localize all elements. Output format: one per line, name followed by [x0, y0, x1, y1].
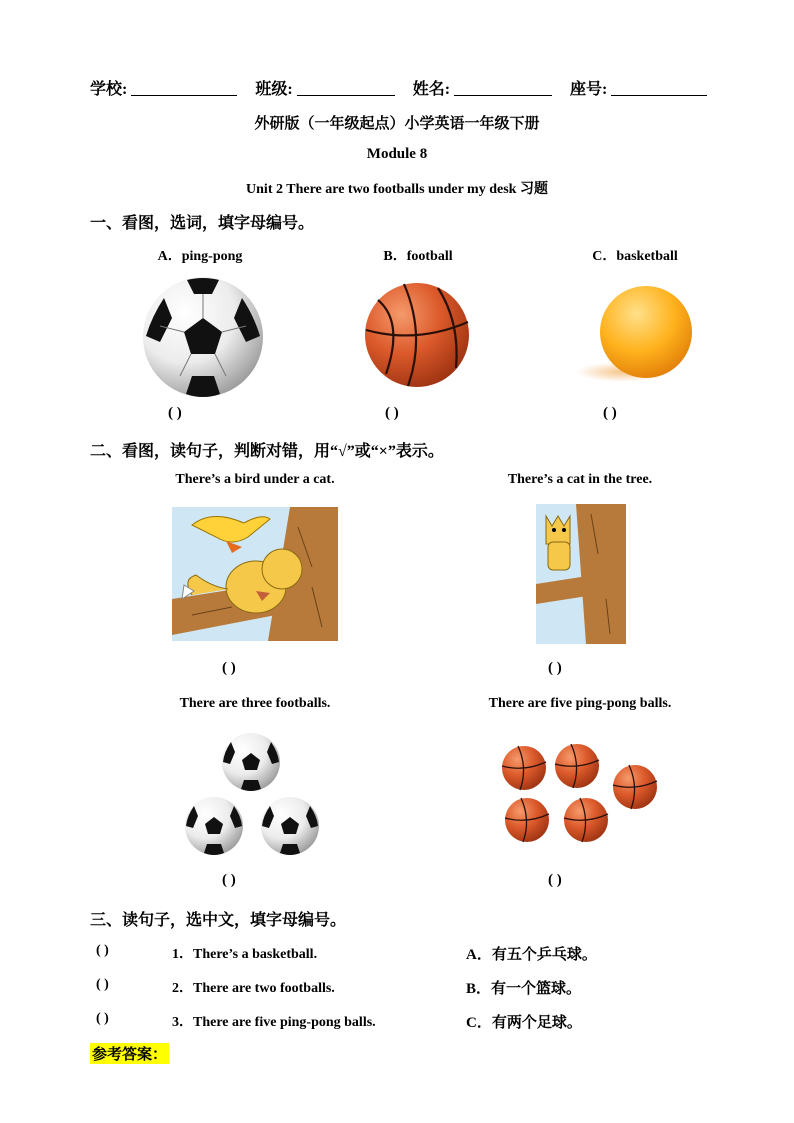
sentence-2: There’s a cat in the tree.	[507, 472, 653, 487]
option-c: C．basketball	[592, 249, 678, 264]
school-field	[90, 76, 237, 99]
question-1-blank[interactable]: ( )	[96, 943, 109, 958]
name-blank[interactable]	[454, 81, 552, 96]
answer-blank-5[interactable]: ( )	[548, 660, 562, 676]
name-field	[413, 76, 552, 99]
answer-blank-3[interactable]: ( )	[603, 405, 617, 421]
answer-key-label: 参考答案：	[90, 1043, 169, 1064]
choice-c: C．有两个足球。	[466, 1015, 582, 1031]
class-field	[255, 76, 394, 99]
answer-blank-6[interactable]: ( )	[222, 872, 236, 888]
name-label: 姓名:	[412, 81, 451, 98]
sentence-4: There are five ping-pong balls.	[488, 696, 672, 711]
cat-tree-picture	[536, 504, 626, 644]
class-blank[interactable]	[297, 81, 395, 96]
seat-label: 座号:	[570, 81, 608, 98]
football-top	[222, 733, 280, 791]
answer-blank-7[interactable]: ( )	[548, 872, 562, 888]
football-left	[185, 797, 243, 855]
question-2-text: 2．There are two footballs.	[172, 981, 335, 996]
bird-cat-picture	[172, 507, 338, 641]
seat-blank[interactable]	[611, 81, 707, 96]
sentence-1: There’s a bird under a cat.	[175, 472, 335, 487]
school-label: 学校:	[90, 81, 128, 98]
answer-blank-4[interactable]: ( )	[222, 660, 236, 676]
module-title: Module 8	[366, 146, 428, 162]
soccer-ball-image	[142, 276, 264, 398]
question-1-text: 1．There’s a basketball.	[172, 947, 318, 962]
option-b: B．football	[383, 249, 453, 264]
section1-heading: 一、看图，选词，填字母编号。	[90, 215, 315, 232]
football-right	[261, 797, 319, 855]
doc-title: 外研版（一年级起点）小学英语一年级下册	[254, 116, 540, 132]
section3-heading: 三、读句子，选中文，填字母编号。	[90, 912, 347, 929]
three-footballs-picture	[183, 732, 323, 858]
answer-blank-1[interactable]: ( )	[168, 405, 182, 421]
choice-a: A．有五个乒乓球。	[466, 947, 597, 963]
question-2-blank[interactable]: ( )	[96, 977, 109, 992]
ping-pong-ball-image	[576, 284, 696, 388]
five-balls-picture	[500, 744, 660, 844]
choice-b: B．有一个篮球。	[466, 981, 582, 997]
unit-title: Unit 2 There are two footballs under my desk 习题	[246, 182, 548, 197]
question-3-blank[interactable]: ( )	[96, 1011, 109, 1026]
answer-blank-2[interactable]: ( )	[385, 405, 399, 421]
student-info-row	[90, 76, 721, 99]
section2-heading: 二、看图，读句子，判断对错，用“√”或“×”表示。	[90, 443, 444, 460]
school-blank[interactable]	[131, 81, 237, 96]
class-label: 班级:	[255, 81, 293, 98]
question-3-text: 3．There are five ping-pong balls.	[172, 1015, 376, 1030]
basketball-image	[364, 282, 470, 388]
option-a: A．ping-pong	[157, 249, 243, 264]
seat-field	[570, 76, 707, 99]
sentence-3: There are three footballs.	[179, 696, 331, 711]
